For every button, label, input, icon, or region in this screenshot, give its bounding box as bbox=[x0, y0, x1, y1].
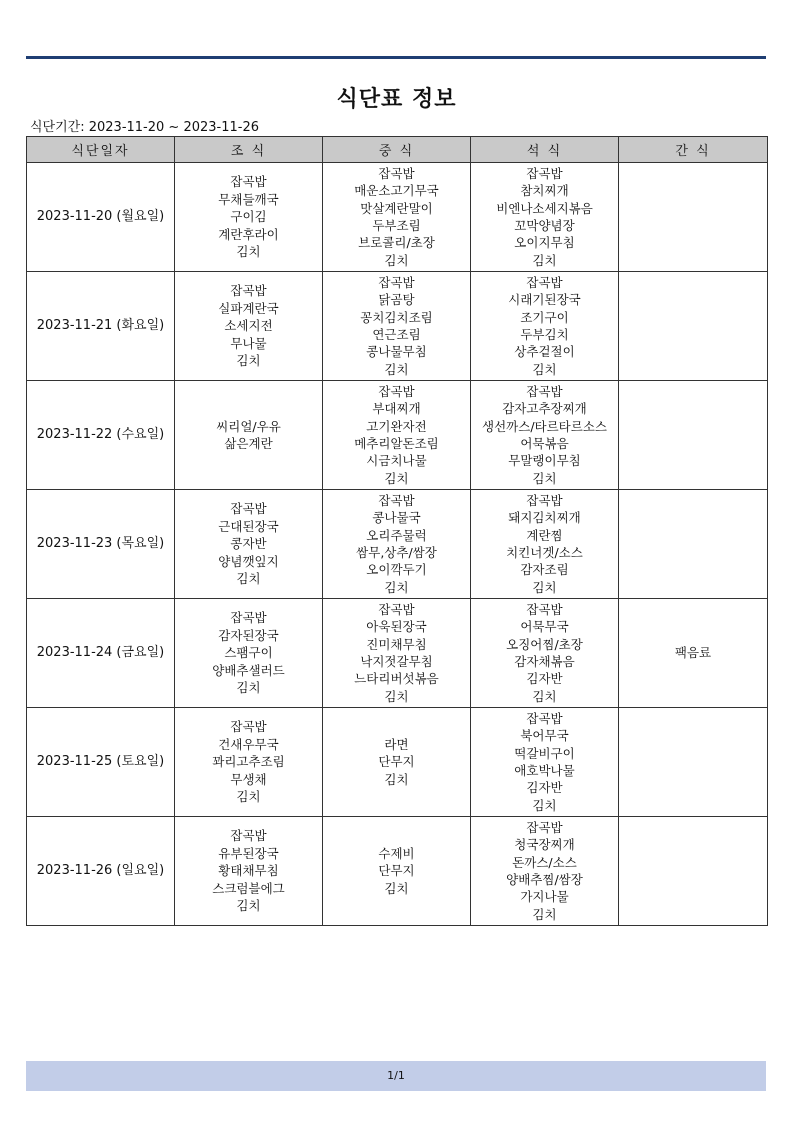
menu-item: 스팸구이 bbox=[224, 645, 273, 661]
breakfast-cell bbox=[175, 272, 323, 381]
lunch-cell bbox=[323, 163, 471, 272]
menu-item: 진미채무침 bbox=[366, 636, 427, 652]
lunch-cell bbox=[323, 490, 471, 599]
dinner-cell bbox=[471, 599, 619, 708]
menu-item: 북어무국 bbox=[520, 728, 569, 744]
menu-item: 잡곡밥 bbox=[378, 383, 415, 399]
menu-item: 오징어찜/초장 bbox=[506, 636, 583, 652]
menu-item: 오리주물럭 bbox=[366, 527, 427, 543]
page-title: 식단표 정보 bbox=[336, 87, 457, 112]
menu-item: 삶은계란 bbox=[224, 436, 273, 451]
menu-item: 김치 bbox=[532, 470, 557, 486]
menu-item: 무말랭이무침 bbox=[508, 453, 581, 469]
menu-item: 잡곡밥 bbox=[526, 274, 563, 290]
menu-item: 꼬막양념장 bbox=[514, 218, 575, 233]
table-row bbox=[27, 708, 768, 817]
menu-item: 조기구이 bbox=[520, 309, 569, 325]
menu-item: 콩자반 bbox=[230, 536, 267, 552]
menu-item: 김치 bbox=[236, 571, 261, 587]
menu-item: 시금치나물 bbox=[366, 453, 427, 469]
menu-item: 맛살계란말이 bbox=[360, 200, 433, 216]
dinner-cell bbox=[471, 490, 619, 599]
menu-item: 잡곡밥 bbox=[230, 501, 267, 517]
menu-item: 계란후라이 bbox=[218, 226, 279, 242]
menu-item: 건새우무국 bbox=[218, 736, 279, 752]
menu-item: 두부김치 bbox=[520, 327, 569, 342]
menu-item: 잡곡밥 bbox=[230, 174, 267, 190]
menu-item: 시래기된장국 bbox=[508, 292, 581, 308]
menu-item: 황태채무침 bbox=[218, 863, 279, 879]
menu-item: 고기완자전 bbox=[366, 418, 427, 434]
menu-item: 비엔나소세지볶음 bbox=[496, 200, 593, 216]
dinner-cell bbox=[471, 381, 619, 490]
table-row bbox=[27, 490, 768, 599]
date-cell: 2023-11-20 (월요일) bbox=[27, 163, 175, 272]
menu-item: 구이김 bbox=[230, 209, 267, 225]
top-rule bbox=[26, 56, 766, 59]
menu-item: 김치 bbox=[384, 252, 409, 268]
table-row bbox=[27, 599, 768, 708]
menu-item: 김치 bbox=[532, 688, 557, 704]
menu-item: 김치 bbox=[236, 789, 261, 805]
menu-item: 수제비 bbox=[378, 845, 415, 861]
menu-item: 쌈무,상추/쌈장 bbox=[356, 545, 437, 560]
breakfast-cell bbox=[175, 490, 323, 599]
menu-item: 팩음료 bbox=[674, 645, 712, 661]
snack-cell bbox=[619, 708, 768, 817]
menu-item: 감자고추장찌개 bbox=[502, 401, 587, 417]
menu-item: 콩나물무침 bbox=[366, 344, 427, 360]
menu-item: 잡곡밥 bbox=[230, 828, 267, 844]
menu-item: 잡곡밥 bbox=[526, 492, 563, 508]
header-date: 식단일자 bbox=[27, 137, 175, 163]
menu-item: 김치 bbox=[236, 898, 261, 914]
menu-item: 감자조림 bbox=[520, 562, 569, 578]
menu-item: 김자반 bbox=[526, 780, 563, 796]
menu-item: 콩나물국 bbox=[372, 510, 421, 526]
menu-item: 김치 bbox=[384, 470, 409, 486]
menu-item: 치킨너겟/소스 bbox=[506, 545, 583, 560]
menu-item: 아욱된장국 bbox=[366, 619, 427, 635]
lunch-cell bbox=[323, 381, 471, 490]
menu-item: 청국장찌개 bbox=[514, 837, 575, 853]
menu-item: 김치 bbox=[384, 361, 409, 377]
lunch-cell bbox=[323, 599, 471, 708]
menu-item: 꽁치김치조림 bbox=[360, 309, 433, 325]
menu-item: 단무지 bbox=[378, 754, 415, 770]
menu-item: 잡곡밥 bbox=[378, 492, 415, 508]
menu-item: 김치 bbox=[236, 353, 261, 369]
table-row bbox=[27, 381, 768, 490]
menu-item: 잡곡밥 bbox=[526, 601, 563, 617]
menu-item: 씨리얼/우유 bbox=[216, 418, 281, 434]
menu-item: 김자반 bbox=[526, 671, 563, 687]
dinner-cell bbox=[471, 163, 619, 272]
menu-item: 무생채 bbox=[230, 771, 267, 787]
menu-item: 잡곡밥 bbox=[378, 274, 415, 290]
menu-item: 무채들깨국 bbox=[218, 191, 279, 207]
menu-item: 무나물 bbox=[230, 335, 267, 351]
menu-item: 생선까스/타르타르소스 bbox=[482, 418, 607, 434]
menu-item: 잡곡밥 bbox=[230, 283, 267, 299]
menu-item: 느타리버섯볶음 bbox=[354, 671, 439, 687]
menu-item: 잡곡밥 bbox=[378, 601, 415, 617]
menu-item: 양배추찜/쌈장 bbox=[506, 872, 583, 887]
menu-item: 떡갈비구이 bbox=[514, 745, 575, 761]
header-dinner: 석 식 bbox=[471, 137, 619, 163]
table-row bbox=[27, 817, 768, 926]
menu-item: 오이지무침 bbox=[514, 235, 575, 251]
menu-item: 단무지 bbox=[378, 863, 415, 879]
breakfast-cell bbox=[175, 163, 323, 272]
breakfast-cell bbox=[175, 817, 323, 926]
date-cell: 2023-11-26 (일요일) bbox=[27, 817, 175, 926]
menu-item: 잡곡밥 bbox=[230, 610, 267, 626]
breakfast-cell bbox=[175, 381, 323, 490]
menu-item: 감자된장국 bbox=[218, 627, 279, 643]
snack-cell bbox=[619, 599, 768, 708]
breakfast-cell bbox=[175, 599, 323, 708]
snack-cell bbox=[619, 381, 768, 490]
table-header-row bbox=[27, 137, 768, 163]
menu-table bbox=[26, 136, 768, 926]
menu-item: 양배추샐러드 bbox=[212, 662, 285, 678]
date-cell: 2023-11-22 (수요일) bbox=[27, 381, 175, 490]
menu-item: 김치 bbox=[384, 579, 409, 595]
menu-item: 김치 bbox=[384, 880, 409, 896]
menu-item: 부대찌개 bbox=[372, 401, 421, 417]
snack-cell bbox=[619, 163, 768, 272]
menu-item: 김치 bbox=[532, 906, 557, 922]
menu-item: 어묵볶음 bbox=[520, 436, 569, 451]
menu-item: 가지나물 bbox=[520, 889, 569, 905]
date-cell: 2023-11-25 (토요일) bbox=[27, 708, 175, 817]
date-cell: 2023-11-23 (목요일) bbox=[27, 490, 175, 599]
menu-item: 돼지김치찌개 bbox=[508, 510, 581, 526]
date-cell: 2023-11-24 (금요일) bbox=[27, 599, 175, 708]
lunch-cell bbox=[323, 272, 471, 381]
menu-item: 스크럼블에그 bbox=[212, 880, 285, 896]
menu-item: 양념깻잎지 bbox=[218, 553, 279, 569]
menu-item: 실파계란국 bbox=[218, 300, 279, 316]
menu-item: 김치 bbox=[532, 252, 557, 268]
menu-item: 유부된장국 bbox=[218, 845, 279, 861]
header-snack: 간 식 bbox=[619, 137, 768, 163]
menu-item: 상추겉절이 bbox=[514, 344, 575, 360]
menu-item: 김치 bbox=[236, 244, 261, 260]
menu-item: 돈까스/소스 bbox=[512, 854, 577, 870]
snack-cell bbox=[619, 817, 768, 926]
date-cell: 2023-11-21 (화요일) bbox=[27, 272, 175, 381]
header-lunch: 중 식 bbox=[323, 137, 471, 163]
menu-item: 잡곡밥 bbox=[526, 710, 563, 726]
menu-item: 소세지전 bbox=[224, 318, 273, 334]
menu-item: 잡곡밥 bbox=[378, 165, 415, 181]
menu-item: 낙지젓갈무침 bbox=[360, 654, 433, 669]
menu-item: 닭곰탕 bbox=[378, 292, 415, 308]
page-number: 1/1 bbox=[387, 1069, 405, 1082]
menu-item: 김치 bbox=[532, 797, 557, 813]
menu-item: 매운소고기무국 bbox=[354, 183, 439, 199]
menu-item: 두부조림 bbox=[372, 218, 421, 233]
lunch-cell bbox=[323, 708, 471, 817]
menu-item: 참치찌개 bbox=[520, 183, 569, 199]
menu-item: 어묵무국 bbox=[520, 619, 569, 635]
lunch-cell bbox=[323, 817, 471, 926]
menu-item: 근대된장국 bbox=[218, 518, 279, 534]
menu-item: 잡곡밥 bbox=[230, 719, 267, 735]
menu-item: 오이깍두기 bbox=[366, 562, 427, 578]
menu-item: 잡곡밥 bbox=[526, 819, 563, 835]
page-footer bbox=[26, 1061, 766, 1091]
menu-item: 잡곡밥 bbox=[526, 383, 563, 399]
menu-item: 김치 bbox=[532, 361, 557, 377]
menu-item: 김치 bbox=[384, 771, 409, 787]
snack-cell bbox=[619, 490, 768, 599]
menu-item: 계란찜 bbox=[526, 527, 563, 543]
menu-item: 브로콜리/초장 bbox=[358, 235, 435, 251]
dinner-cell bbox=[471, 272, 619, 381]
breakfast-cell bbox=[175, 708, 323, 817]
table-row bbox=[27, 163, 768, 272]
menu-item: 김치 bbox=[532, 579, 557, 595]
table-row bbox=[27, 272, 768, 381]
dinner-cell bbox=[471, 817, 619, 926]
menu-item: 꽈리고추조림 bbox=[212, 754, 285, 770]
menu-item: 김치 bbox=[384, 688, 409, 704]
header-breakfast: 조 식 bbox=[175, 137, 323, 163]
menu-table-body bbox=[27, 163, 768, 926]
menu-item: 애호박나물 bbox=[514, 763, 575, 778]
menu-period: 식단기간: 2023-11-20 ~ 2023-11-26 bbox=[30, 120, 260, 135]
menu-item: 연근조림 bbox=[372, 327, 421, 342]
menu-item: 라면 bbox=[384, 736, 409, 752]
dinner-cell bbox=[471, 708, 619, 817]
menu-item: 감자채볶음 bbox=[514, 654, 575, 669]
menu-item: 잡곡밥 bbox=[526, 165, 563, 181]
snack-cell bbox=[619, 272, 768, 381]
menu-item: 김치 bbox=[236, 680, 261, 696]
menu-item: 메추리알돈조림 bbox=[354, 436, 439, 451]
